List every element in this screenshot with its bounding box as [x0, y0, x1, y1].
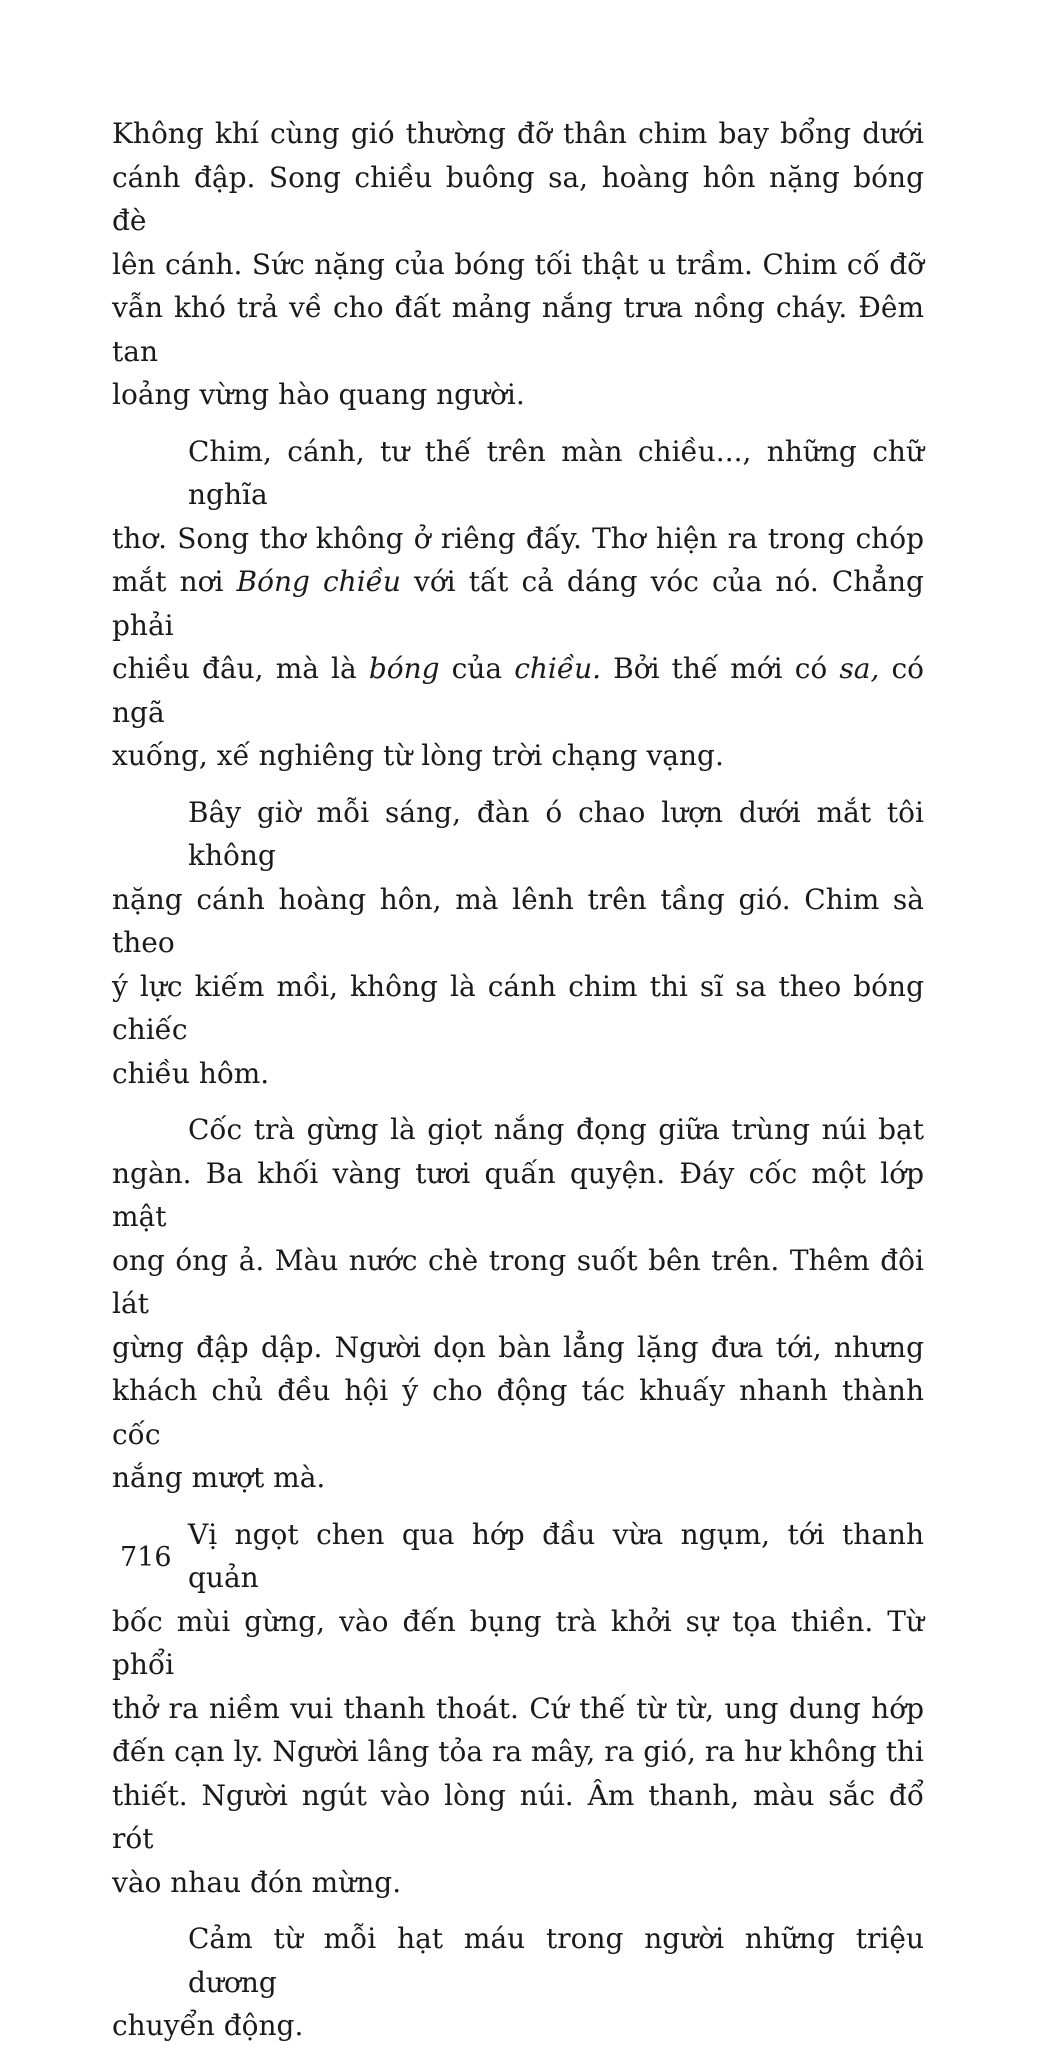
text-line: [112, 156, 924, 243]
text-segment: bốc mùi gừng, vào đến bụng trà khởi sự tọa thiền. Từ phổi: [112, 1604, 924, 1681]
paragraph: [112, 1917, 924, 2048]
text-segment: Bởi thế mới có: [601, 652, 840, 685]
text-line: [112, 1513, 924, 1600]
text-segment: khách chủ đều hội ý cho động tác khuấy nhanh thành cốc: [112, 1374, 924, 1451]
text-line: [112, 1730, 924, 1774]
text-segment: ý lực kiếm mồi, không là cánh chim thi sĩ sa theo bóng chiếc: [112, 969, 924, 1046]
text-line: [112, 1152, 924, 1239]
italic-text: sa,: [839, 652, 880, 685]
text-line: [112, 286, 924, 373]
text-segment: của: [439, 652, 515, 685]
text-segment: thiết. Người ngút vào lòng núi. Âm thanh, màu sắc đổ rót: [112, 1778, 924, 1855]
paragraph: [112, 1513, 924, 1905]
text-segment: có ngã: [112, 652, 924, 729]
text-line: [112, 791, 924, 878]
text-segment: Cốc trà gừng là giọt nắng đọng giữa trùng núi bạt: [188, 1113, 924, 1146]
text-line: [112, 517, 924, 561]
text-segment: lên cánh. Sức nặng của bóng tối thật u trầm. Chim cố đỡ: [112, 247, 924, 281]
text-segment: ong óng ả. Màu nước chè trong suốt bên trên. Thêm đôi lát: [112, 1243, 924, 1320]
text-segment: Vị ngọt chen qua hớp đầu vừa ngụm, tới thanh quản: [188, 1517, 924, 1594]
paragraph: [112, 430, 924, 778]
page-number: 716: [120, 1542, 172, 1573]
text-line: [112, 734, 924, 778]
text-line: [112, 1326, 924, 1370]
page-body: [112, 112, 924, 2061]
text-segment: đến cạn ly. Người lâng tỏa ra mây, ra gió, ra hư không thi: [112, 1735, 924, 1768]
text-line: [112, 373, 924, 417]
text-segment: Bây giờ mỗi sáng, đàn ó chao lượn dưới mắt tôi không: [188, 795, 924, 872]
text-line: [112, 965, 924, 1052]
text-line: [112, 1917, 924, 2004]
text-line: [112, 243, 924, 287]
text-segment: thở ra niềm vui thanh thoát. Cứ thế từ từ, ung dung hớp: [112, 1691, 924, 1725]
text-line: [112, 2004, 924, 2048]
text-line: [112, 1369, 924, 1456]
text-line: [112, 1774, 924, 1861]
text-segment: nặng cánh hoàng hôn, mà lênh trên tầng gió. Chim sà theo: [112, 882, 924, 959]
text-line: [112, 112, 924, 156]
text-line: [112, 1052, 924, 1096]
text-line: [112, 430, 924, 517]
text-segment: vẫn khó trả về cho đất mảng nắng trưa nồng cháy. Đêm tan: [112, 291, 924, 368]
text-line: [112, 1687, 924, 1731]
text-segment: vào nhau đón mừng.: [112, 1865, 402, 1899]
italic-text: Bóng chiều: [236, 565, 401, 598]
paragraph: [112, 791, 924, 1096]
italic-text: bóng: [368, 652, 440, 685]
italic-text: chiều.: [514, 652, 602, 685]
text-segment: loảng vừng hào quang người.: [112, 378, 525, 411]
text-segment: Chim, cánh, tư thế trên màn chiều..., những chữ nghĩa: [188, 434, 924, 511]
text-line: [112, 1108, 924, 1152]
text-line: [112, 878, 924, 965]
text-segment: cánh đập. Song chiều buông sa, hoàng hôn nặng bóng đè: [112, 160, 924, 237]
text-line: [112, 1239, 924, 1326]
paragraph: [112, 1108, 924, 1500]
text-segment: nắng mượt mà.: [112, 1461, 326, 1494]
text-segment: chiều đâu, mà là: [112, 652, 369, 685]
text-segment: với tất cả dáng vóc của nó. Chẳng phải: [112, 565, 924, 642]
text-segment: gừng đập dập. Người dọn bàn lẳng lặng đưa tới, nhưng: [112, 1330, 924, 1364]
text-segment: mắt nơi: [112, 565, 237, 598]
paragraph: [112, 112, 924, 417]
text-line: [112, 647, 924, 734]
text-segment: chuyển động.: [112, 2009, 304, 2042]
text-line: [112, 1600, 924, 1687]
text-segment: thơ. Song thơ không ở riêng đấy. Thơ hiện ra trong chóp: [112, 521, 924, 555]
text-line: [112, 560, 924, 647]
text-line: [112, 1861, 924, 1905]
text-segment: chiều hôm.: [112, 1056, 270, 1090]
text-segment: Cảm từ mỗi hạt máu trong người những triệu dương: [188, 1922, 924, 1999]
text-segment: ngàn. Ba khối vàng tươi quấn quyện. Đáy cốc một lớp mật: [112, 1156, 924, 1233]
text-segment: Không khí cùng gió thường đỡ thân chim bay bổng dưới: [112, 117, 924, 150]
text-line: [112, 1456, 924, 1500]
text-segment: xuống, xế nghiêng từ lòng trời chạng vạng.: [112, 739, 724, 772]
